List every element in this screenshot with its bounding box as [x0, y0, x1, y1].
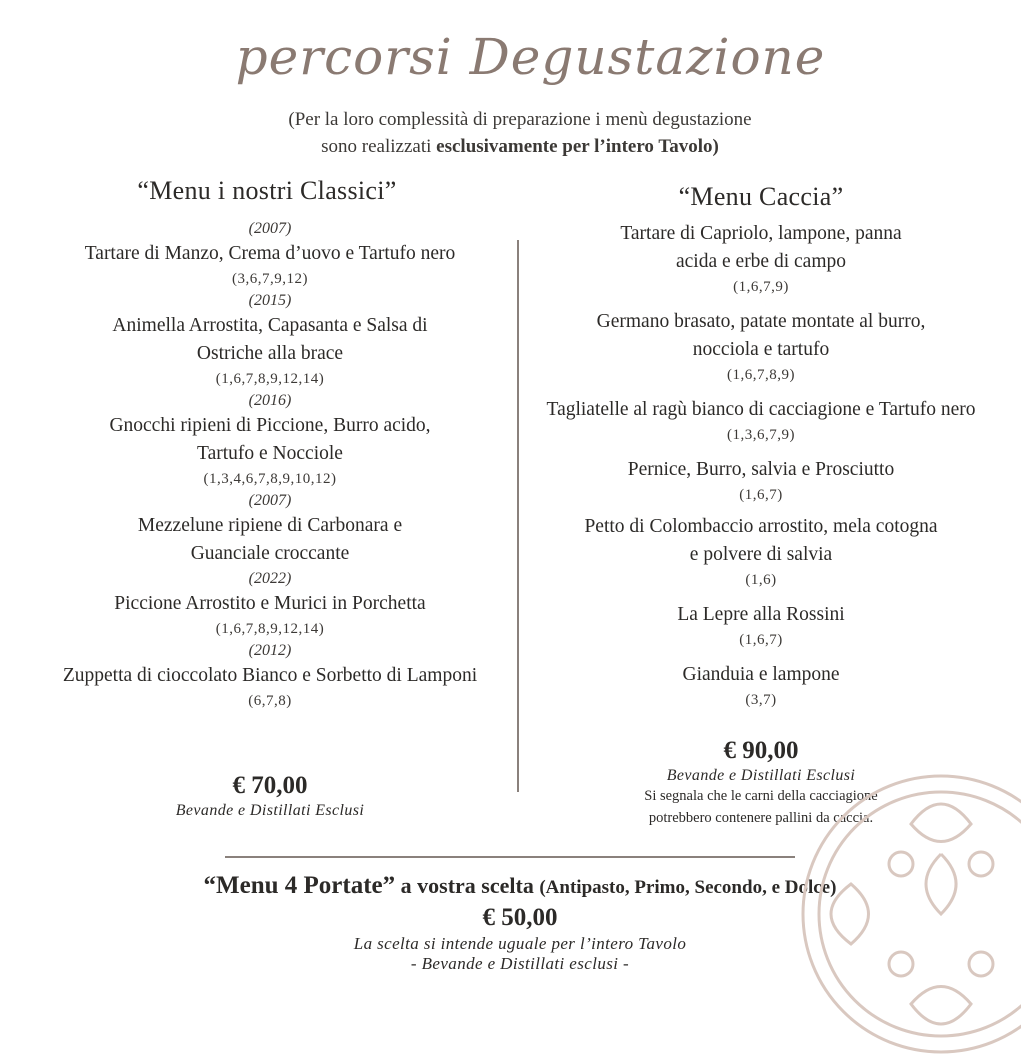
dish-name: Pernice, Burro, salvia e Prosciutto — [627, 459, 895, 480]
section-divider — [225, 856, 795, 858]
caccia-item — [506, 308, 1016, 386]
ornament-icon — [791, 764, 1021, 1064]
caccia-item — [506, 661, 1016, 711]
dish-allergens: (1,6,7) — [739, 487, 783, 503]
dish-year: (2007) — [248, 220, 292, 237]
subtitle-bold: esclusivamente per l’intero Tavolo) — [436, 136, 719, 157]
classici-item — [20, 490, 520, 568]
dish-allergens: (1,6) — [745, 572, 777, 588]
dish-name: Tartufo e Nocciole — [197, 443, 343, 464]
dish-name: e polvere di salvia — [689, 544, 833, 565]
classici-footer — [20, 772, 520, 820]
dish-allergens: (3,6,7,9,12) — [232, 271, 308, 287]
classici-list — [20, 218, 520, 712]
dish-name: Gnocchi ripieni di Piccione, Burro acido, — [109, 415, 431, 436]
dish-year: (2007) — [248, 492, 292, 509]
classici-item — [20, 568, 520, 640]
dish-name: acida e erbe di campo — [676, 251, 846, 272]
dish-name: La Lepre alla Rossini — [677, 604, 845, 625]
dish-name: nocciola e tartufo — [692, 339, 830, 360]
dish-allergens: (1,6,7,8,9) — [727, 367, 795, 383]
caccia-item — [506, 601, 1016, 651]
caccia-note: Bevande e Distillati Esclusi — [666, 767, 856, 784]
page-title: percorsi Degustazione — [235, 28, 826, 86]
classici-price: € 70,00 — [232, 772, 308, 799]
dish-year: (2015) — [248, 292, 292, 309]
quattro-heading-sub: (Antipasto, Primo, Secondo, e Dolce) — [539, 877, 837, 898]
page-subtitle — [0, 106, 1021, 160]
dish-name: Ostriche alla brace — [196, 343, 344, 364]
dish-name: Germano brasato, patate montate al burro, — [596, 311, 926, 332]
dish-allergens: (1,6,7,8,9,12,14) — [215, 371, 325, 387]
classici-item — [20, 290, 520, 390]
dish-name: Petto di Colombaccio arrostito, mela cotogna — [584, 516, 938, 537]
dish-name: Mezzelune ripiene di Carbonara e — [137, 515, 403, 536]
classici-heading: “Menu i nostri Classici” — [137, 176, 397, 205]
dish-allergens: (1,6,7,8,9,12,14) — [215, 621, 325, 637]
subtitle-line-1: (Per la loro complessità di preparazione i menù degustazione — [288, 109, 752, 130]
quattro-note-1: La scelta si intende uguale per l’intero Tavolo — [353, 934, 687, 953]
classici-item — [20, 640, 520, 712]
caccia-warning-2: potrebbero contenere pallini da caccia. — [648, 810, 874, 826]
subtitle-line-2 — [0, 133, 1021, 160]
caccia-item — [506, 396, 1016, 446]
dish-name: Zuppetta di cioccolato Bianco e Sorbetto di Lamponi — [62, 665, 478, 686]
dish-name: Guanciale croccante — [190, 543, 350, 564]
quattro-price: € 50,00 — [482, 904, 558, 931]
dish-year: (2012) — [248, 642, 292, 659]
caccia-item — [506, 513, 1016, 591]
dish-allergens: (1,6,7,9) — [733, 279, 789, 295]
dish-name: Tartare di Manzo, Crema d’uovo e Tartufo nero — [84, 243, 456, 264]
classici-item — [20, 218, 520, 290]
dish-allergens: (1,6,7) — [739, 632, 783, 648]
dish-name: Tagliatelle al ragù bianco di cacciagione e Tartufo nero — [546, 399, 976, 420]
dish-year: (2016) — [248, 392, 292, 409]
caccia-column — [506, 182, 1016, 711]
dish-name: Gianduia e lampone — [682, 664, 840, 685]
dish-allergens: (1,3,4,6,7,8,9,10,12) — [203, 471, 337, 487]
caccia-list — [506, 220, 1016, 711]
dish-allergens: (1,3,6,7,9) — [727, 427, 795, 443]
quattro-note-2: - Bevande e Distillati esclusi - — [410, 954, 630, 973]
dish-allergens: (3,7) — [745, 692, 777, 708]
classici-item — [20, 390, 520, 490]
classici-column — [20, 176, 520, 712]
dish-year: (2022) — [248, 570, 292, 587]
dish-name: Piccione Arrostito e Murici in Porchetta — [114, 593, 426, 614]
dish-name: Tartare di Capriolo, lampone, panna — [620, 223, 902, 244]
caccia-heading: “Menu Caccia” — [678, 182, 844, 211]
caccia-item — [506, 456, 1016, 506]
classici-note: Bevande e Distillati Esclusi — [175, 802, 365, 819]
dish-allergens: (6,7,8) — [248, 693, 292, 709]
caccia-price: € 90,00 — [723, 737, 799, 764]
quattro-heading-tail: a vostra scelta — [395, 873, 540, 898]
quattro-heading-main: “Menu 4 Portate” — [203, 872, 396, 899]
dish-name: Animella Arrostita, Capasanta e Salsa di — [112, 315, 428, 336]
caccia-warning-1: Si segnala che le carni della cacciagione — [644, 788, 878, 804]
caccia-item — [506, 220, 1016, 298]
subtitle-normal: sono realizzati — [321, 136, 437, 157]
